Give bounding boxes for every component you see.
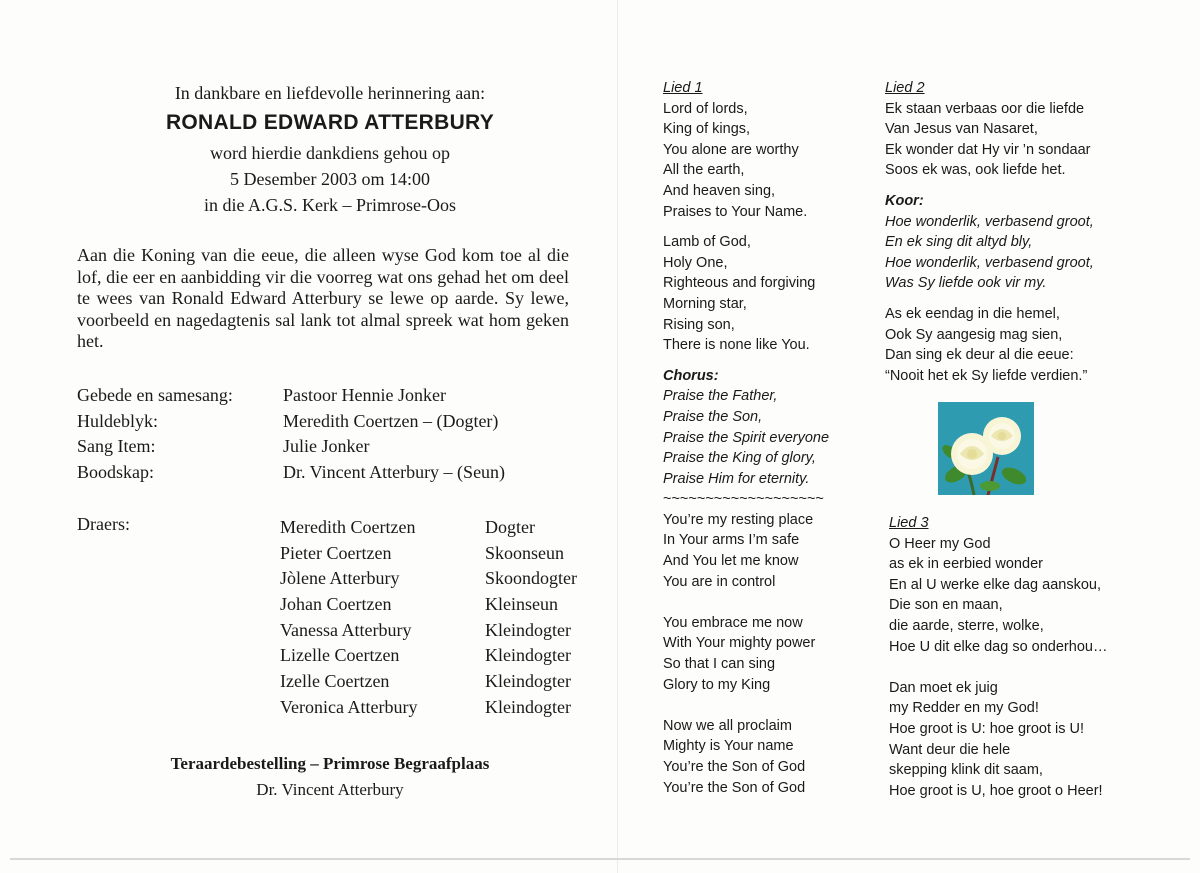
song-title: Lied 2 [885,80,925,96]
lyric-line: Hoe groot is U: hoe groot is U! [889,720,1085,737]
lyric-line: Lamb of God, [663,234,751,251]
bearer-name: Jòlene Atterbury [280,568,400,589]
lyric-line: Morning star, [663,295,747,312]
lyric-line: You’re my resting place [663,511,814,528]
lyric-line: Righteous and forgiving [663,275,816,292]
program-label: Sang Item: [77,436,156,457]
lyric-line: Die son en maan, [889,597,1003,614]
program-value: Meredith Coertzen – (Dogter) [283,410,499,431]
bearers-label: Draers: [77,514,130,534]
service-line: word hierdie dankdiens gehou op [210,143,450,163]
koor-line: En ek sing dit altyd bly, [885,234,1033,251]
program-value: Julie Jonker [283,436,370,457]
lyric-line: skepping klink dit saam, [889,762,1043,779]
service-date: 5 Desember 2003 om 14:00 [230,169,430,189]
bearer-relation: Kleindogter [485,671,571,692]
burial-info [80,751,580,803]
bearer-relation: Skoonseun [485,542,565,563]
bearer-name: Vanessa Atterbury [280,619,412,640]
koor-line: Hoe wonderlik, verbasend groot, [885,213,1094,230]
lyric-line: Want deur die hele [889,741,1011,758]
lyric-line: And heaven sing, [663,182,776,199]
chorus-label: Chorus: [663,367,719,384]
song-lied-2 [885,78,1094,386]
lyric-line: In Your arms I’m safe [663,532,800,549]
lyric-line: You’re the Son of God [663,779,806,796]
bearer-relation: Skoondogter [485,568,577,589]
bearer-relation: Kleindogter [485,645,571,666]
lyric-line: Holy One, [663,254,728,271]
lyric-line: Rising son, [663,316,735,333]
lyric-line: O Heer my God [889,535,991,552]
lyric-line: You alone are worthy [663,141,799,158]
koor-label: Koor: [885,192,924,209]
burial-officiant: Dr. Vincent Atterbury [256,780,404,799]
lyric-line: King of kings, [663,121,751,138]
lyric-line: As ek eendag in die hemel, [885,305,1060,322]
lyric-line: Ek wonder dat Hy vir ’n sondaar [885,141,1091,158]
chorus-line: Praise the King of glory, [663,450,816,467]
chorus-line: Praise Him for eternity. [663,470,810,487]
lyric-line: There is none like You. [663,337,810,354]
bearer-name: Veronica Atterbury [280,696,418,717]
lyric-line: Mighty is Your name [663,738,794,755]
lyric-line: Hoe U dit elke dag so onderhou… [889,638,1108,655]
lyric-line: Dan sing ek deur al die eeue: [885,347,1074,364]
lyric-line: Ek staan verbaas oor die liefde [885,100,1085,117]
lyric-line: die aarde, sterre, wolke, [889,617,1044,634]
lyric-line: You’re the Son of God [663,759,806,775]
bearer-name: Meredith Coertzen [280,517,416,537]
lyric-line: Soos ek was, ook liefde het. [885,162,1066,179]
white-roses-image [938,402,1034,495]
lyric-line: With Your mighty power [663,635,816,652]
program-label: Boodskap: [77,462,155,483]
koor-line: Was Sy liefde ook vir my. [885,275,1047,292]
lyric-line: as ek in eerbied wonder [889,556,1043,573]
bearer-name: Johan Coertzen [280,594,392,615]
lyric-line: Van Jesus van Nasaret, [885,121,1038,138]
chorus-line: Praise the Spirit everyone [663,429,830,446]
header [80,80,580,218]
scan-edge [10,858,1190,860]
lyric-line: Hoe groot is U, hoe groot o Heer! [889,782,1103,799]
lyric-line: Now we all proclaim [663,717,792,734]
burial-location: Teraardebestelling – Primrose Begraafplaas [170,754,490,773]
dedication-line: In dankbare en liefdevolle herinnering aan: [174,83,486,103]
koor-line: Hoe wonderlik, verbasend groot, [885,254,1094,271]
bearer-relation: Dogter [485,517,535,537]
song-lied-3 [889,513,1107,801]
lyric-line: So that I can sing [663,656,776,673]
lyric-line: You are in control [663,573,776,590]
bearer-relation: Kleindogter [485,619,571,640]
bearer-name: Izelle Coertzen [280,671,390,692]
lyric-line: And You let me know [663,553,799,570]
chorus-line: Praise the Father, [663,388,778,405]
lyric-line: All the earth, [663,162,745,179]
lyric-line: Lord of lords, [663,100,748,117]
program-value: Pastoor Hennie Jonker [283,385,446,405]
bearer-relation: Kleinseun [485,594,558,615]
lyric-line: Dan moet ek juig [889,679,998,696]
program-value: Dr. Vincent Atterbury – (Seun) [283,462,506,483]
bearer-name: Lizelle Coertzen [280,645,400,666]
service-venue: in die A.G.S. Kerk – Primrose-Oos [204,195,456,215]
fold-line [617,0,618,873]
bearer-name: Pieter Coertzen [280,542,392,563]
program-label: Gebede en samesang: [77,385,233,405]
bearer-relation: Kleindogter [485,696,571,717]
program-label: Huldeblyk: [77,410,158,431]
lyric-line: my Redder en my God! [889,700,1039,717]
lyric-line: Ook Sy aangesig mag sien, [885,326,1063,343]
lyric-line: En al U werke elke dag aanskou, [889,576,1101,593]
divider: ~~~~~~~~~~~~~~~~~~~ [663,491,824,508]
lyric-line: Glory to my King [663,676,771,693]
lyric-line: “Nooit het ek Sy liefde verdien.” [885,367,1088,384]
deceased-name: RONALD EDWARD ATTERBURY [165,111,495,134]
tribute-paragraph: Aan die Koning van die eeue, die alleen wyse God kom toe al die lof, die eer en aanbidding vir die voorreg wat ons gehad het om deel te wees van Ronald Edward Atterbury se lewe op aarde. Sy lewe, voorbeeld en nagedagtenis sal lank tot almal spreek wat hom geken het. [77,245,569,351]
song-title: Lied 1 [663,80,703,96]
lyric-line: Praises to Your Name. [663,203,808,220]
song-lied-1 [663,78,829,798]
lyric-line: You embrace me now [663,614,803,631]
song-title: Lied 3 [889,515,929,531]
chorus-line: Praise the Son, [663,408,763,425]
